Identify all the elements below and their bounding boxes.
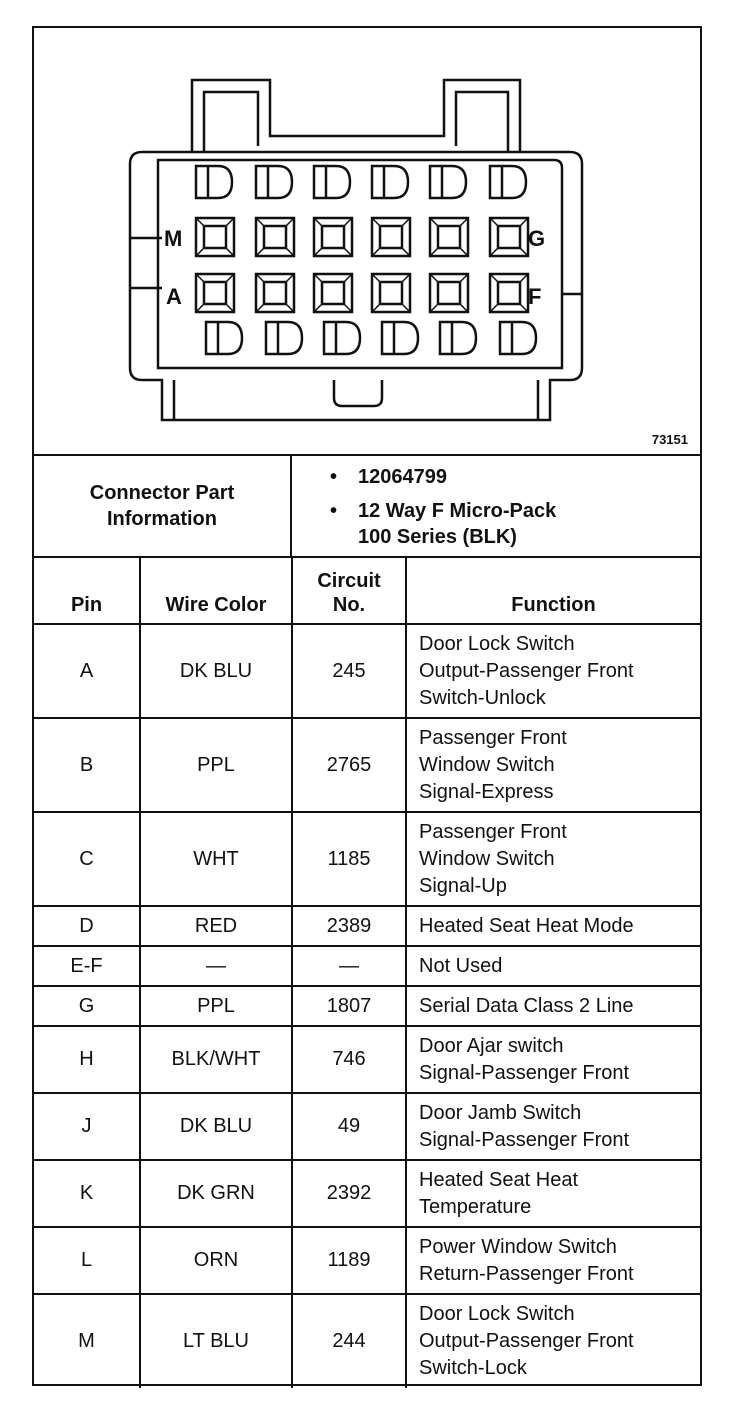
header-circuit-no: Circuit No. [292,558,406,624]
circuit-no-cell: — [292,946,406,986]
table-row [34,1093,700,1160]
pin-cell: A [34,624,140,718]
wire-color-cell: DK GRN [140,1160,292,1227]
pin-cell: H [34,1026,140,1093]
square-terminal-cavity [256,218,294,256]
pin-function-table [34,558,700,1388]
table-row [34,812,700,906]
connector-sheet [32,26,702,1386]
d-shaped-cavity [490,166,526,198]
function-cell: Power Window Switch Return-Passenger Front [406,1227,700,1294]
d-shaped-cavity [314,166,350,198]
function-cell: Serial Data Class 2 Line [406,986,700,1026]
circuit-no-cell: 746 [292,1026,406,1093]
circuit-no-cell: 49 [292,1093,406,1160]
circuit-no-cell: 1189 [292,1227,406,1294]
d-shaped-cavity [430,166,466,198]
table-row [34,946,700,986]
pin-cell: C [34,812,140,906]
connector-description: 12 Way F Micro-Pack 100 Series (BLK) [358,500,557,548]
function-cell: Door Ajar switch Signal-Passenger Front [406,1026,700,1093]
function-cell: Heated Seat Heat Mode [406,906,700,946]
square-terminal-cavity [490,274,528,312]
function-cell: Door Lock Switch Output-Passenger Front Switch-Unlock [406,624,700,718]
square-terminal-cavity [256,274,294,312]
bullet-glyph: • [330,500,338,522]
table-row [34,986,700,1026]
wire-color-cell: WHT [140,812,292,906]
connector-part-information [34,456,700,558]
square-terminal-cavity [314,218,352,256]
function-cell: Passenger Front Window Switch Signal-Express [406,718,700,812]
d-shaped-cavity [206,322,242,354]
wire-color-cell: ORN [140,1227,292,1294]
square-terminal-cavity [372,218,410,256]
table-row [34,624,700,718]
square-terminal-cavity [196,274,234,312]
figure-id: 73151 [651,432,688,447]
square-terminal-cavity [196,218,234,256]
connector-body [130,152,582,420]
connector-info-list [330,464,556,558]
connector-diagram-panel [34,28,700,456]
pin-cell: E-F [34,946,140,986]
connector-face-drawing [34,28,700,456]
pin-cell: K [34,1160,140,1227]
wire-color-cell: LT BLU [140,1294,292,1388]
table-row [34,1227,700,1294]
connector-info-item [330,498,556,550]
header-pin: Pin [34,558,140,624]
pin-cell: B [34,718,140,812]
pin-label-a: A [166,284,182,309]
pin-label-f: F [528,284,542,309]
square-terminal-cavity [430,274,468,312]
circuit-no-cell: 2392 [292,1160,406,1227]
square-terminal-cavity [430,218,468,256]
connector-info-label: Connector Part Information [34,456,292,556]
wire-color-cell: BLK/WHT [140,1026,292,1093]
table-header-row [34,558,700,624]
circuit-no-cell: 1807 [292,986,406,1026]
table-row [34,718,700,812]
pin-cell: G [34,986,140,1026]
header-wire-color: Wire Color [140,558,292,624]
d-shaped-cavity [256,166,292,198]
circuit-no-cell: 245 [292,624,406,718]
function-cell: Passenger Front Window Switch Signal-Up [406,812,700,906]
table-row [34,906,700,946]
d-shaped-cavity [372,166,408,198]
function-cell: Door Lock Switch Output-Passenger Front Switch-Lock [406,1294,700,1388]
pin-cell: M [34,1294,140,1388]
pin-label-m: M [164,226,183,251]
d-shaped-cavity [324,322,360,354]
wire-color-cell: — [140,946,292,986]
part-number: 12064799 [358,466,447,488]
function-cell: Heated Seat Heat Temperature [406,1160,700,1227]
table-row [34,1026,700,1093]
function-cell: Not Used [406,946,700,986]
d-shaped-cavity [500,322,536,354]
circuit-no-cell: 2389 [292,906,406,946]
square-terminal-cavity [314,274,352,312]
bullet-glyph: • [330,466,338,488]
d-shaped-cavity [440,322,476,354]
circuit-no-cell: 2765 [292,718,406,812]
header-function: Function [406,558,700,624]
circuit-no-cell: 1185 [292,812,406,906]
table-row [34,1160,700,1227]
connector-info-item [330,464,556,490]
wire-color-cell: PPL [140,986,292,1026]
wire-color-cell: DK BLU [140,1093,292,1160]
d-shaped-cavity [266,322,302,354]
pin-label-g: G [528,226,546,251]
d-shaped-cavity [196,166,232,198]
d-shaped-cavity [382,322,418,354]
wire-color-cell: RED [140,906,292,946]
square-terminal-cavity [372,274,410,312]
wire-color-cell: DK BLU [140,624,292,718]
function-cell: Door Jamb Switch Signal-Passenger Front [406,1093,700,1160]
circuit-no-cell: 244 [292,1294,406,1388]
pin-cell: L [34,1227,140,1294]
table-row [34,1294,700,1388]
wire-color-cell: PPL [140,718,292,812]
pin-cell: D [34,906,140,946]
connector-key-notch [334,380,382,406]
pin-cell: J [34,1093,140,1160]
square-terminal-cavity [490,218,528,256]
